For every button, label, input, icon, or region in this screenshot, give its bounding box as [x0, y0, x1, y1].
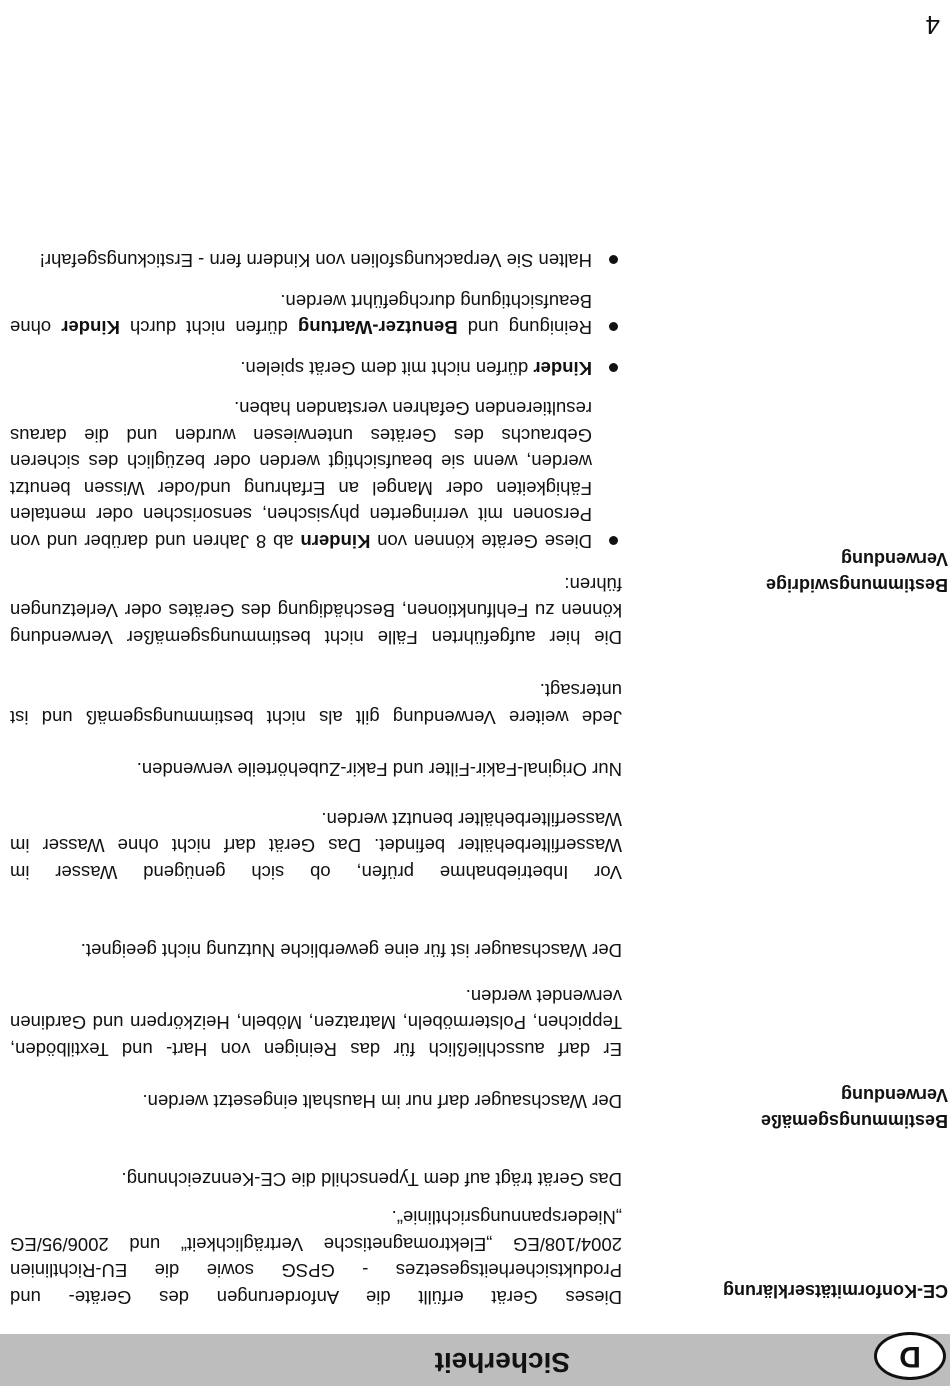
intended-paragraph-4: Vor Inbetriebnahme prüfen, ob sich genügend Wasser im Wasserfilterbehälter befindet. Das Gerät darf nicht ohne Wasser im Wasserfilterbehälter benutzt werden.	[10, 809, 622, 883]
intended-paragraph-3: Der Waschsauger ist für eine gewerbliche Nutzung nicht geeignet.	[80, 940, 622, 961]
improper-intro: Die hier aufgeführten Fälle nicht bestimmungsgemäßer Verwendung können zu Fehlfunktionen, Beschädigung des Gerätes oder Verletzungen führen:	[10, 574, 622, 648]
page-title: Sicherheit	[434, 1347, 570, 1378]
ce-paragraph-2: Das Gerät trägt auf dem Typenschild die CE-Kennzeichnung.	[121, 1169, 622, 1190]
intended-paragraph-2: Er darf ausschließlich für das Reinigen von Hart- und Textilböden, Teppichen, Polstermöbeln, Matratzen, Möbeln, Heizkörpern und Gardinen verwendet werden.	[10, 986, 622, 1060]
page-number: 4	[925, 10, 940, 40]
bullet-dot	[609, 363, 618, 372]
language-badge: D	[874, 1332, 946, 1380]
bullet-dot	[609, 536, 618, 545]
list-item: Diese Geräte können von Kindern ab 8 Jahren und darüber und von Personen mit verringerten physischen, sensorischen oder mentalen Fähigkeiten oder Mangel an Erfahrung und/oder Wissen benutzt werden, wenn sie beaufsichtigt werden oder bezüglich des sicheren Gebrauchs des Gerätes unterwiesen wurden und die daraus resultierenden Gefahren verstanden haben.	[10, 395, 622, 554]
bullet-dot	[609, 256, 618, 265]
improper-use-heading	[648, 546, 948, 598]
improper-use-heading-line1: Bestimmungswidrige	[765, 575, 948, 595]
intended-use-heading-line2: Verwendung	[840, 1085, 948, 1105]
ce-heading: CE-Konformitätserklärung	[722, 1281, 948, 1301]
list-item: Kinder dürfen nicht mit dem Gerät spielen.	[10, 355, 622, 382]
intended-use-heading-line1: Bestimmungsgemäße	[760, 1111, 948, 1131]
intended-paragraph-6: Jede weitere Verwendung gilt als nicht bestimmungsgemäß und ist untersagt.	[10, 680, 622, 728]
header-bar	[0, 1334, 950, 1386]
improper-use-heading-line2: Verwendung	[840, 549, 948, 569]
intended-paragraph-1: Der Waschsauger darf nur im Haushalt eingesetzt werden.	[142, 1091, 622, 1112]
ce-paragraph-1: Dieses Gerät erfüllt die Anforderungen des Geräte- und Produktsicherheitsgesetzes - GPSG sowie die EU-Richtlinien 2004/108/EG „Elektromagnetische Verträglichkeit“ und 2006/95/EG „Niederspannungsrichtlinie“.	[10, 1207, 622, 1308]
improper-use-list	[10, 233, 622, 554]
list-item: Halten Sie Verpackungsfolien von Kindern fern - Erstickungsgefahr!	[10, 247, 622, 274]
intended-paragraph-5: Nur Original-Fakir-Filter und Fakir-Zubehörteile verwenden.	[136, 759, 622, 780]
intended-use-heading	[648, 1082, 948, 1134]
list-item: Reinigung und Benutzer-Wartung dürfen nicht durch Kinder ohne Beaufsichtigung durchgeführt werden.	[10, 288, 622, 341]
bullet-dot	[609, 323, 618, 332]
